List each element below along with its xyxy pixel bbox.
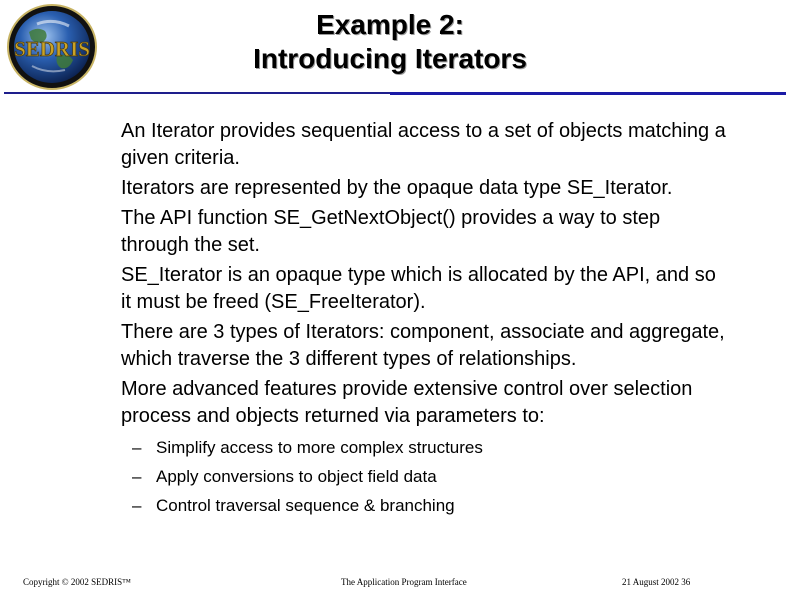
sub-bullet-item <box>121 462 796 491</box>
slide-title-line2: Introducing Iterators <box>253 43 527 74</box>
bullet-item: SE_Iterator is an opaque type which is allocated by the API, and so it must be freed (SE_FreeIterator). <box>121 264 716 313</box>
bullet-item: Iterators are represented by the opaque data type SE_Iterator. <box>121 177 673 199</box>
dash-marker: – <box>132 467 142 486</box>
bullet-item: More advanced features provide extensive control over selection process and objects returned via parameters to: <box>121 378 693 427</box>
footer-title: The Application Program Interface <box>341 577 467 587</box>
sedris-logo <box>7 4 97 90</box>
dash-marker: – <box>132 438 142 457</box>
sub-bullet-list <box>121 433 796 520</box>
sub-bullet-item <box>121 433 796 462</box>
sub-bullet-item <box>121 491 796 520</box>
footer-copyright: Copyright © 2002 SEDRIS™ <box>23 577 131 587</box>
bullet-item: An Iterator provides sequential access to a set of objects matching a given criteria. <box>121 120 726 169</box>
bullet-item: There are 3 types of Iterators: component, associate and aggregate, which traverse the 3 different types of relationships. <box>121 321 725 370</box>
sub-bullet-text: Simplify access to more complex structures <box>156 438 483 457</box>
footer-date-page: 21 August 2002 36 <box>622 577 691 587</box>
slide-title-line1: Example 2: <box>316 9 464 40</box>
bullet-list <box>121 118 796 520</box>
sub-bullet-group <box>121 433 796 520</box>
sub-bullet-text: Apply conversions to object field data <box>156 467 437 486</box>
sub-bullet-text: Control traversal sequence & branching <box>156 496 455 515</box>
bullet-item: The API function SE_GetNextObject() provides a way to step through the set. <box>121 207 661 256</box>
logo-text: SEDRIS <box>14 37 90 61</box>
dash-marker: – <box>132 496 142 515</box>
title-divider-accent <box>390 92 786 95</box>
slide-title <box>170 8 610 76</box>
